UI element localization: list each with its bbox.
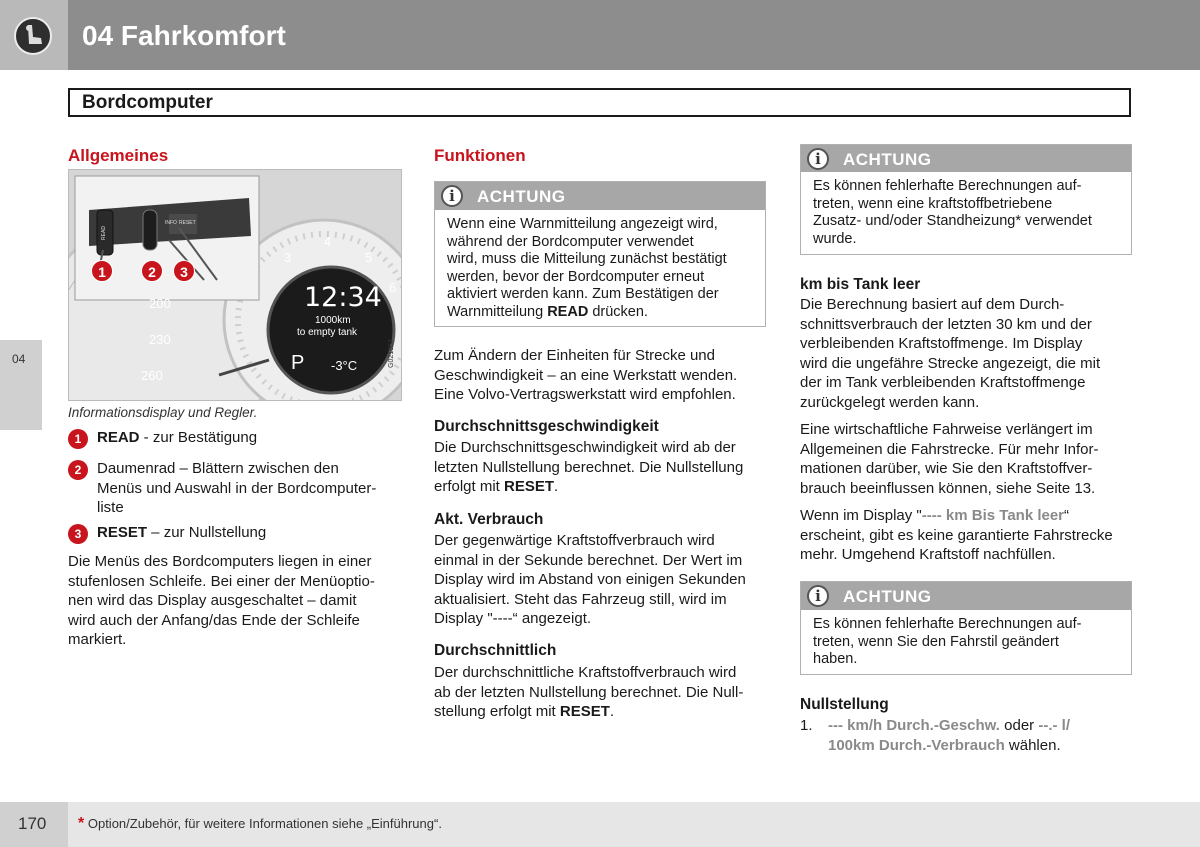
- item-read: READ - zur Bestätigung: [97, 429, 258, 446]
- rpm-mark: 3: [284, 250, 292, 265]
- units-paragraph: Zum Ändern der Einheiten für Strecke und Geschwindigkeit – an eine Werkstatt wenden. Eine Volvo-Vertragswerkstatt wird empfohlen.: [434, 347, 738, 404]
- info-icon: i: [807, 148, 829, 170]
- seat-icon: [14, 17, 52, 55]
- avg-speed-heading: Durchschnittsgeschwindigkeit: [434, 418, 659, 435]
- rpm-mark: 5: [365, 250, 373, 265]
- footnote: * Option/Zubehör, für weitere Informationen siehe „Einführung“.: [78, 815, 442, 832]
- speed-mark: 230: [149, 332, 171, 347]
- km-tank-heading: km bis Tank leer: [800, 276, 921, 293]
- economy-paragraph: Eine wirtschaftliche Fahrweise verlängert im Allgemeinen die Fahrstrecke. Für mehr Infor- mationen darüber, wie Sie den Kraftstoffver- brauch beeinflussen können, siehe Seite 13.: [800, 421, 1099, 497]
- marker-2: 2: [141, 260, 163, 282]
- achtung-text: Wenn eine Warnmitteilung angezeigt wird, während der Bordcomputer verwendet wird, muss die Mitteilung zunächst bestätigt werden, bevor der Bordcomputer erneut aktiviert werden kann. Zum Bestätigen der Warnmitteilung READ drücken.: [447, 216, 727, 320]
- achtung-box-driving-style: [800, 581, 1132, 675]
- avg-speed-text: Die Durchschnittsgeschwindigkeit wird ab der letzten Nullstellung berechnet. Die Nullstellung erfolgt mit RESET.: [434, 439, 744, 496]
- info-label: INFO: [165, 220, 177, 226]
- figure-code: G021984: [387, 339, 395, 368]
- item-number: 3: [68, 524, 88, 544]
- achtung-label: ACHTUNG: [843, 150, 932, 169]
- header-left-block: [0, 0, 68, 70]
- rpm-mark: 4: [324, 234, 332, 249]
- info-icon: i: [807, 585, 829, 607]
- display-temp: -3°C: [331, 358, 358, 373]
- display-range-label: to empty tank: [297, 327, 358, 338]
- speed-mark: 200: [149, 296, 171, 311]
- figure-caption: Informationsdisplay und Regler.: [68, 405, 258, 420]
- item-number: 2: [68, 460, 88, 480]
- marker-1: 1: [91, 260, 113, 282]
- achtung-text: Es können fehlerhafte Berechnungen auf- treten, wenn eine kraftstoffbetriebene Zusatz- und/oder Standheizung* verwendet wurde.: [813, 178, 1092, 247]
- display-message-paragraph: Wenn im Display "---- km Bis Tank leer“ erscheint, gibt es keine garantierte Fahrstrecke mehr. Umgehend Kraftstoff nachfüllen.: [800, 507, 1113, 564]
- heading-funktionen: Funktionen: [434, 146, 526, 165]
- achtung-box-warning: [434, 181, 766, 327]
- reset-step-number: 1.: [800, 717, 813, 734]
- marker-3: 3: [173, 260, 195, 282]
- achtung-text: Es können fehlerhafte Berechnungen auf- treten, wenn Sie den Fahrstil geändert haben.: [813, 616, 1082, 668]
- display-gear: P: [291, 352, 305, 374]
- info-icon: i: [441, 185, 463, 207]
- chapter-title: 04 Fahrkomfort: [82, 20, 286, 51]
- km-tank-text: Die Berechnung basiert auf dem Durch- schnittsverbrauch der letzten 30 km und der verbleibenden Kraftstoffmenge. Im Display wird die ungefähre Strecke angezeigt, die mit der im Tank verbleibenden Kraftstoffmenge zurückgelegt werden kann.: [800, 296, 1101, 411]
- item-number: 1: [68, 429, 88, 449]
- display-range: 1000km: [315, 315, 351, 326]
- rpm-mark: 6: [389, 280, 397, 295]
- display-clock: 12:34: [304, 282, 382, 313]
- reset-heading: Nullstellung: [800, 696, 889, 713]
- achtung-label: ACHTUNG: [477, 187, 566, 206]
- section-title-box: [68, 88, 1131, 117]
- average-text: Der durchschnittliche Kraftstoffverbrauch wird ab der letzten Nullstellung berechnet. Die Null- stellung erfolgt mit RESET.: [434, 664, 744, 721]
- achtung-label: ACHTUNG: [843, 587, 932, 606]
- section-title: Bordcomputer: [82, 92, 213, 113]
- dashboard-illustration: [68, 169, 402, 401]
- item-thumbwheel: Daumenrad – Blättern zwischen den Menüs und Auswahl in der Bordcomputer- liste: [97, 460, 377, 517]
- reset-step-text: --- km/h Durch.-Geschw. oder --.- l/ 100km Durch.-Verbrauch wählen.: [828, 717, 1070, 754]
- item-reset: RESET – zur Nullstellung: [97, 524, 267, 541]
- side-tab-label: 04: [12, 352, 26, 366]
- menu-loop-paragraph: Die Menüs des Bordcomputers liegen in einer stufenlosen Schleife. Bei einer der Menüoptio- nen wird das Display ausgeschaltet – damit wird auch der Anfang/das Ende der Schleife markiert.: [68, 553, 375, 649]
- heading-allgemeines: Allgemeines: [68, 146, 169, 165]
- page-number: 170: [18, 814, 47, 833]
- reset-label: RESET: [179, 220, 196, 226]
- current-consumption-text: Der gegenwärtige Kraftstoffverbrauch wird einmal in der Sekunde berechnet. Der Wert im Display wird im Abstand von einigen Sekunden aktualisiert. Steht das Fahrzeug still, wird im Display "----“ angezeigt.: [434, 532, 746, 628]
- achtung-box-heater: [800, 144, 1132, 255]
- read-label: READ: [100, 226, 107, 240]
- speed-mark: 260: [141, 368, 163, 383]
- current-consumption-heading: Akt. Verbrauch: [434, 511, 544, 528]
- average-heading: Durchschnittlich: [434, 642, 557, 659]
